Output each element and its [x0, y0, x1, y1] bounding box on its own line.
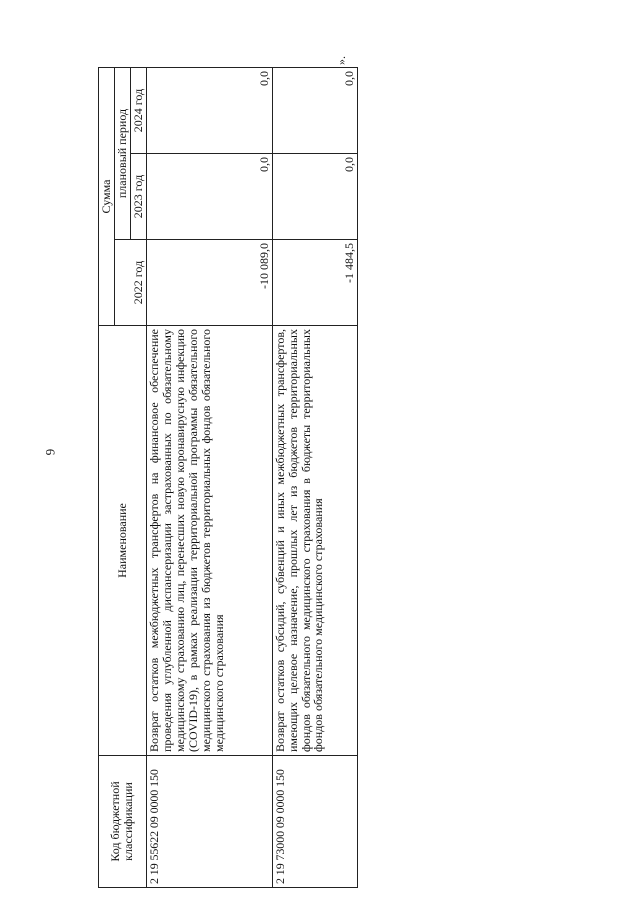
table-row: [146, 67, 272, 887]
rotated-page-content: [98, 56, 358, 888]
row-name: Возврат остатков межбюджетных трансфертов на финансовое обеспечение проведения углубленной диспансеризации застрахованных по обязательному медицинскому страхованию лиц, перенесших новую коронавирусную инфекцию (COVID-19), в рамках реализации территориальной программы обязательного медицинского страхования из бюджетов территориальных фондов обязательного медицинского страхования: [146, 326, 272, 756]
header-name: Наименование: [99, 326, 147, 756]
header-year-2024: 2024 год: [130, 67, 146, 153]
header-row-1: [99, 67, 115, 887]
header-planned-period: плановый период: [114, 67, 130, 239]
table-row: [272, 67, 357, 887]
closing-quote-mark: ».: [334, 56, 348, 65]
row-code: 2 19 55622 09 0000 150: [146, 756, 272, 888]
header-year-2023: 2023 год: [130, 154, 146, 240]
header-amount: Сумма: [99, 67, 115, 325]
row-code: 2 19 73000 09 0000 150: [272, 756, 357, 888]
page-number: 6: [43, 448, 58, 456]
row-value-2022: -1 484,5: [272, 240, 357, 326]
row-value-2024: 0,0: [146, 67, 272, 153]
budget-table: [98, 67, 358, 888]
row-value-2022: -10 089,0: [146, 240, 272, 326]
row-value-2023: 0,0: [146, 154, 272, 240]
row-name: Возврат остатков субсидий, субвенций и иных межбюджетных трансфертов, имеющих целевое назначение, прошлых лет из бюджетов территориальных фондов обязательного медицинского страхования в бюджеты территориальных фондов обязательного медицинского страхования: [272, 326, 357, 756]
header-year-2022: 2022 год: [114, 240, 146, 326]
header-code: Код бюджетной классификации: [99, 756, 147, 888]
row-value-2023: 0,0: [272, 154, 357, 240]
row-value-2024: 0,0: [272, 67, 357, 153]
